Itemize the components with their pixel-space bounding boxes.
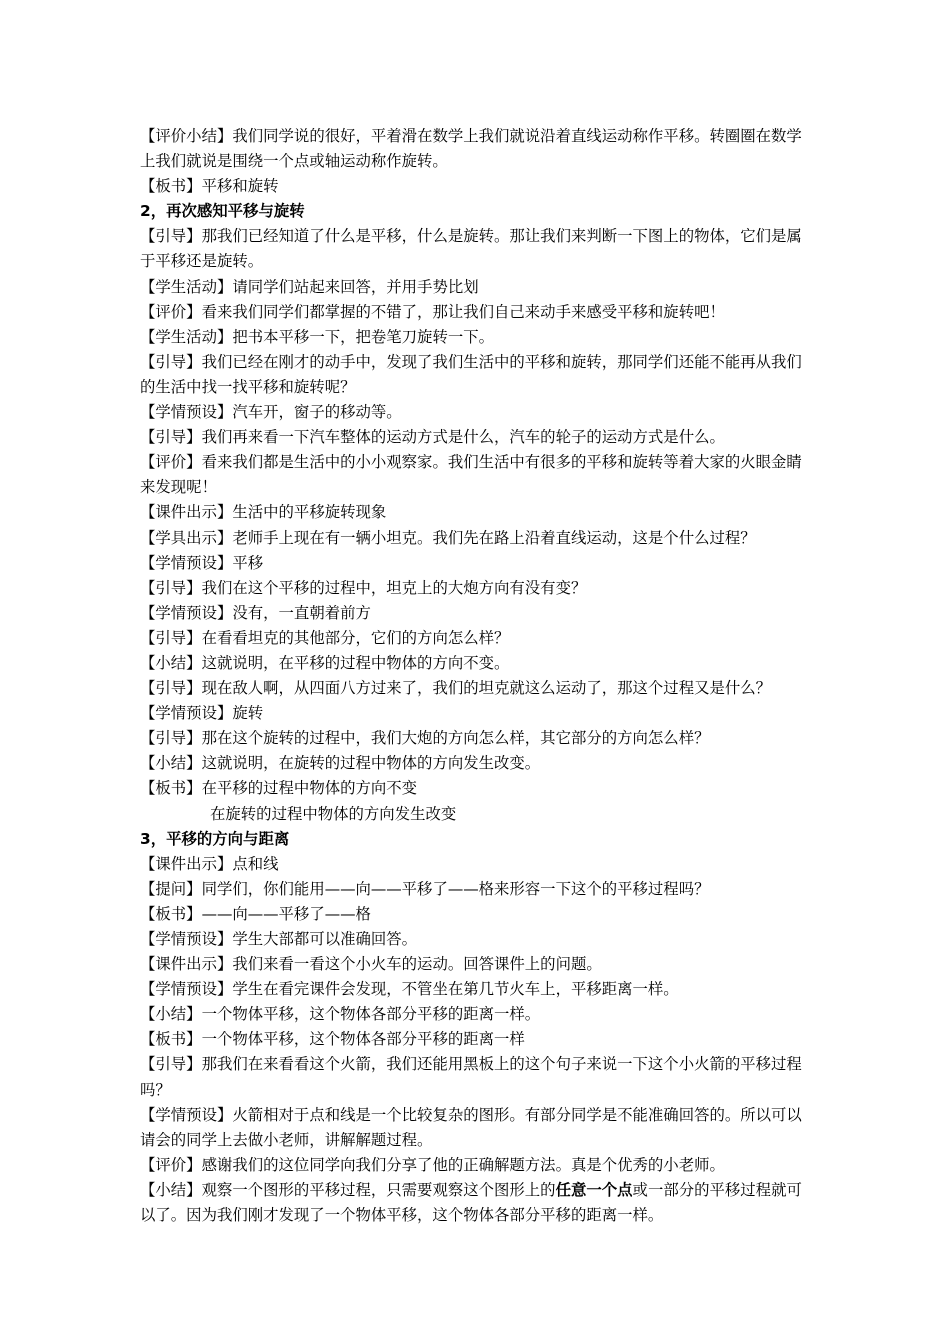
paragraph-text: ——向——平移了——格 <box>201 904 371 923</box>
paragraph-text: 把书本平移一下，把卷笔刀旋转一下。 <box>232 327 495 346</box>
paragraph-guide <box>140 425 812 450</box>
paragraph-text: 生活中的平移旋转现象 <box>232 503 387 522</box>
paragraph-text: 那在这个旋转的过程中，我们大炮的方向怎么样，其它部分的方向怎么样？ <box>201 729 710 748</box>
paragraph-evaluation-summary <box>140 124 812 174</box>
paragraph-summary <box>140 651 812 676</box>
paragraph-expected-response <box>140 701 812 726</box>
paragraph-tag: 【板书】 <box>140 904 202 923</box>
paragraph-guide <box>140 1052 812 1102</box>
paragraph-tag: 【学生活动】 <box>140 277 233 296</box>
paragraph-text: 平移和旋转 <box>201 177 279 196</box>
paragraph-tag: 【课件出示】 <box>140 854 233 873</box>
paragraph-text: 一个物体平移，这个物体各部分平移的距离一样 <box>201 1030 525 1049</box>
paragraph-tag: 【学情预设】 <box>140 980 233 999</box>
paragraph-tag: 【引导】 <box>140 679 202 698</box>
paragraph-tag: 【学情预设】 <box>140 603 233 622</box>
paragraph-blackboard-continued: 在旋转的过程中物体的方向发生改变 <box>210 804 457 823</box>
paragraph-text: 那我们在来看看这个火箭，我们还能用黑板上的这个句子来说一下这个小火箭的平移过程吗？ <box>140 1055 802 1099</box>
section-heading-3: 3，平移的方向与距离 <box>140 829 290 848</box>
paragraph-tag: 【评价】 <box>140 1155 202 1174</box>
paragraph-student-activity <box>140 325 812 350</box>
paragraph-tag: 【引导】 <box>140 628 202 647</box>
paragraph-text: 请同学们站起来回答，并用手势比划 <box>232 277 479 296</box>
paragraph-text: 点和线 <box>232 854 279 873</box>
paragraph-text: 平移 <box>232 553 264 572</box>
paragraph-question <box>140 877 812 902</box>
paragraph-expected-response <box>140 601 812 626</box>
paragraph-evaluation <box>140 450 812 500</box>
paragraph-tag: 【课件出示】 <box>140 955 233 974</box>
paragraph-text: 感谢我们的这位同学向我们分享了他的正确解题方法。真是个优秀的小老师。 <box>201 1155 725 1174</box>
paragraph-tag: 【引导】 <box>140 352 202 371</box>
paragraph-tag: 【引导】 <box>140 578 202 597</box>
paragraph-tag: 【小结】 <box>140 754 202 773</box>
paragraph-tag: 【学情预设】 <box>140 704 233 723</box>
paragraph-tag: 【评价小结】 <box>140 127 233 145</box>
paragraph-text: 现在敌人啊，从四面八方过来了，我们的坦克就这么运动了，那这个过程又是什么？ <box>201 679 772 698</box>
paragraph-text: 这就说明，在旋转的过程中物体的方向发生改变。 <box>201 754 541 773</box>
paragraph-guide <box>140 576 812 601</box>
paragraph-tag: 【小结】 <box>140 1180 202 1199</box>
paragraph-courseware <box>140 952 812 977</box>
paragraph-tag: 【课件出示】 <box>140 503 233 522</box>
paragraph-tag: 【学情预设】 <box>140 403 233 422</box>
paragraph-guide <box>140 676 812 701</box>
paragraph-courseware <box>140 500 812 525</box>
paragraph-teaching-aid <box>140 526 812 551</box>
paragraph-tag: 【学情预设】 <box>140 553 233 572</box>
paragraph-tag: 【提问】 <box>140 879 202 898</box>
paragraph-tag: 【引导】 <box>140 227 202 246</box>
paragraph-guide <box>140 726 812 751</box>
paragraph-courseware <box>140 852 812 877</box>
paragraph-tag: 【学具出示】 <box>140 528 233 547</box>
paragraph-blackboard <box>140 1027 812 1052</box>
paragraph-guide <box>140 626 812 651</box>
paragraph-tag: 【学情预设】 <box>140 1105 233 1124</box>
paragraph-text: 那我们已经知道了什么是平移，什么是旋转。那让我们来判断一下图上的物体，它们是属于平移还是旋转。 <box>140 227 802 271</box>
paragraph-text: 学生大部都可以准确回答。 <box>232 930 418 948</box>
paragraph-guide <box>140 350 812 400</box>
paragraph-text: 没有，一直朝着前方 <box>232 603 371 622</box>
paragraph-text: 我们已经在刚才的动手中，发现了我们生活中的平移和旋转，那同学们还能不能再从我们的生活中找一找平移和旋转呢？ <box>140 352 802 396</box>
paragraph-text: 火箭相对于点和线是一个比较复杂的图形。有部分同学是不能准确回答的。所以可以请会的同学上去做小老师，讲解解题过程。 <box>140 1105 802 1149</box>
paragraph-text: 汽车开，窗子的移动等。 <box>232 403 402 422</box>
paragraph-text: 老师手上现在有一辆小坦克。我们先在路上沿着直线运动，这是个什么过程？ <box>232 528 756 547</box>
document-body <box>140 124 812 1228</box>
paragraph-tag: 【学情预设】 <box>140 930 233 948</box>
paragraph-text: 观察一个图形的平移过程，只需要观察这个图形上的 <box>201 1180 556 1199</box>
paragraph-text: 这就说明，在平移的过程中物体的方向不变。 <box>201 653 510 672</box>
paragraph-text: 看来我们同学们都掌握的不错了，那让我们自己来动手来感受平移和旋转吧！ <box>201 302 725 321</box>
paragraph-student-activity <box>140 275 812 300</box>
paragraph-text: 我们同学说的很好，平着滑在数学上我们就说沿着直线运动称作平移。转圈圈在数学上我们就说是围绕一个点或轴运动称作旋转。 <box>140 127 802 171</box>
paragraph-blackboard <box>140 174 812 199</box>
paragraph-evaluation <box>140 1153 812 1178</box>
emphasis-text: 任意一个点 <box>555 1180 633 1199</box>
paragraph-summary-final <box>140 1178 812 1228</box>
paragraph-tag: 【学生活动】 <box>140 327 233 346</box>
paragraph-text: 一个物体平移，这个物体各部分平移的距离一样。 <box>201 1005 541 1024</box>
paragraph-tag: 【小结】 <box>140 653 202 672</box>
paragraph-tag: 【评价】 <box>140 453 202 472</box>
paragraph-tag: 【引导】 <box>140 729 202 748</box>
paragraph-expected-response <box>140 977 812 1002</box>
paragraph-blackboard <box>140 776 812 801</box>
paragraph-tag: 【板书】 <box>140 177 202 196</box>
paragraph-expected-response <box>140 927 812 952</box>
paragraph-evaluation <box>140 300 812 325</box>
paragraph-summary <box>140 1002 812 1027</box>
paragraph-text: 在平移的过程中物体的方向不变 <box>201 779 418 798</box>
paragraph-text: 我们再来看一下汽车整体的运动方式是什么，汽车的轮子的运动方式是什么。 <box>201 428 725 447</box>
paragraph-tag: 【板书】 <box>140 1030 202 1049</box>
paragraph-expected-response <box>140 400 812 425</box>
paragraph-expected-response <box>140 551 812 576</box>
section-heading-2: 2，再次感知平移与旋转 <box>140 202 305 221</box>
paragraph-tag: 【板书】 <box>140 779 202 798</box>
paragraph-tag: 【小结】 <box>140 1005 202 1024</box>
paragraph-text: 学生在看完课件会发现，不管坐在第几节火车上，平移距离一样。 <box>232 980 679 999</box>
paragraph-text: 我们来看一看这个小火车的运动。回答课件上的问题。 <box>232 955 602 974</box>
paragraph-text: 同学们，你们能用——向——平移了——格来形容一下这个的平移过程吗？ <box>201 879 710 898</box>
paragraph-tag: 【评价】 <box>140 302 202 321</box>
paragraph-guide <box>140 224 812 274</box>
paragraph-text: 看来我们都是生活中的小小观察家。我们生活中有很多的平移和旋转等着大家的火眼金睛来发现呢！ <box>140 453 802 497</box>
paragraph-text: 旋转 <box>232 704 264 723</box>
paragraph-tag: 【引导】 <box>140 428 202 447</box>
paragraph-summary <box>140 751 812 776</box>
paragraph-text: 我们在这个平移的过程中，坦克上的大炮方向有没有变？ <box>201 578 587 597</box>
paragraph-tag: 【引导】 <box>140 1055 202 1074</box>
paragraph-text: 在看看坦克的其他部分，它们的方向怎么样？ <box>201 628 510 647</box>
paragraph-text-after: 或一部分的平移过程就可以了。因为我们刚才发现了一个物体平移，这个物体各部分平移的距离一样。 <box>140 1180 802 1225</box>
paragraph-expected-response <box>140 1103 812 1153</box>
paragraph-blackboard <box>140 902 812 927</box>
